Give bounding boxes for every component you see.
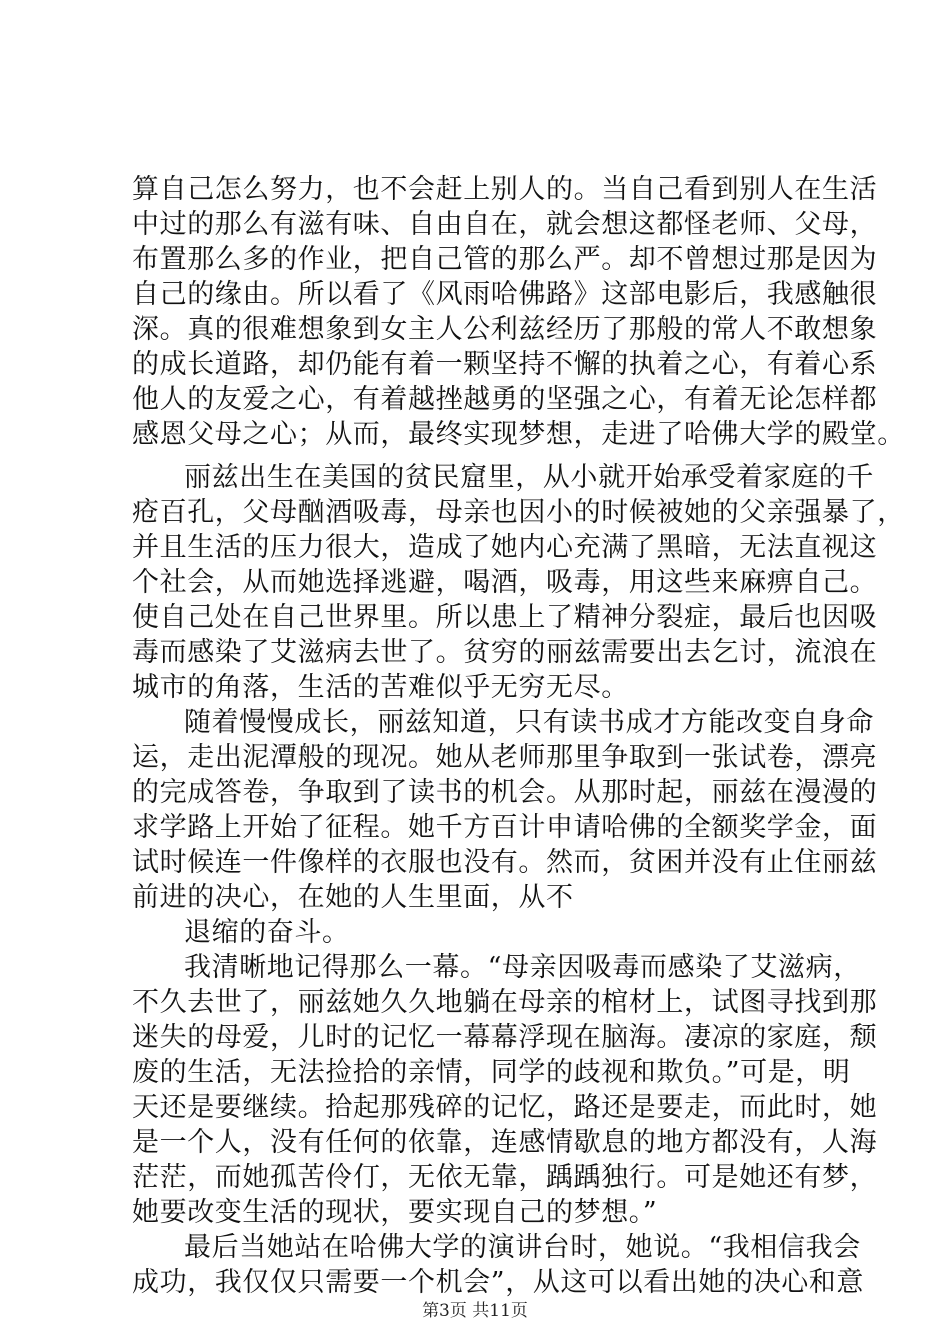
text-line: 疮百孔，父母酗酒吸毒，母亲也因小的时候被她的父亲强暴了， [132, 497, 905, 528]
text-line: 使自己处在自己世界里。所以患上了精神分裂症，最后也因吸 [132, 602, 878, 633]
text-line: 中过的那么有滋有味、自由自在，就会想这都怪老师、父母， [132, 209, 878, 240]
paragraph-first-line: 我清晰地记得那么一幕。“母亲因吸毒而感染了艾滋病， [184, 952, 861, 983]
text-line: 是一个人，没有任何的依靠，连感情歇息的地方都没有，人海 [132, 1127, 878, 1158]
text-line: 算自己怎么努力，也不会赶上别人的。当自己看到别人在生活 [132, 174, 878, 205]
text-line: 前进的决心，在她的人生里面，从不 [132, 882, 574, 913]
text-line: 废的生活，无法捡拾的亲情，同学的歧视和欺负。”可是，明 [132, 1057, 851, 1088]
text-line: 试时候连一件像样的衣服也没有。然而，贫困并没有止住丽兹 [132, 847, 878, 878]
text-line: 的成长道路，却仍能有着一颗坚持不懈的执着之心，有着心系 [132, 349, 878, 380]
page-number-footer: 第3页 共11页 [422, 1301, 528, 1321]
text-line: 城市的角落，生活的苦难似乎无穷无尽。 [132, 672, 629, 703]
text-line: 茫茫，而她孤苦伶仃，无依无靠，踽踽独行。可是她还有梦， [132, 1162, 878, 1193]
paragraph-first-line: 丽兹出生在美国的贫民窟里，从小就开始承受着家庭的千 [184, 462, 874, 493]
text-line: 成功，我仅仅只需要一个机会”，从这可以看出她的决心和意 [132, 1267, 865, 1298]
text-line: 求学路上开始了征程。她千方百计申请哈佛的全额奖学金，面 [132, 812, 878, 843]
paragraph-first-line: 随着慢慢成长，丽兹知道，只有读书成才方能改变自身命 [184, 707, 874, 738]
text-line: 深。真的很难想象到女主人公利兹经历了那般的常人不敢想象 [132, 314, 878, 345]
text-line: 自己的缘由。所以看了《风雨哈佛路》这部电影后，我感触很 [132, 279, 878, 310]
text-line: 毒而感染了艾滋病去世了。贫穷的丽兹需要出去乞讨，流浪在 [132, 637, 878, 668]
text-line: 他人的友爱之心，有着越挫越勇的坚强之心，有着无论怎样都 [132, 384, 878, 415]
text-line: 运，走出泥潭般的现况。她从老师那里争取到一张试卷，漂亮 [132, 742, 878, 773]
text-line: 并且生活的压力很大，造成了她内心充满了黑暗，无法直视这 [132, 532, 878, 563]
text-line: 她要改变生活的现状，要实现自己的梦想。” [132, 1197, 658, 1228]
text-line: 感恩父母之心；从而，最终实现梦想，走进了哈佛大学的殿堂。 [132, 419, 905, 450]
text-line: 不久去世了，丽兹她久久地躺在母亲的棺材上，试图寻找到那 [132, 987, 878, 1018]
text-line: 布置那么多的作业，把自己管的那么严。却不曾想过那是因为 [132, 244, 878, 275]
text-line: 个社会，从而她选择逃避，喝酒，吸毒，用这些来麻痹自己。 [132, 567, 878, 598]
text-line: 的完成答卷，争取到了读书的机会。从那时起，丽兹在漫漫的 [132, 777, 878, 808]
text-line: 天还是要继续。拾起那残碎的记忆，路还是要走，而此时，她 [132, 1092, 878, 1123]
text-line: 退缩的奋斗。 [184, 917, 350, 948]
text-line: 迷失的母爱，儿时的记忆一幕幕浮现在脑海。凄凉的家庭，颓 [132, 1022, 878, 1053]
paragraph-first-line: 最后当她站在哈佛大学的演讲台时，她说。“我相信我会 [184, 1232, 861, 1263]
